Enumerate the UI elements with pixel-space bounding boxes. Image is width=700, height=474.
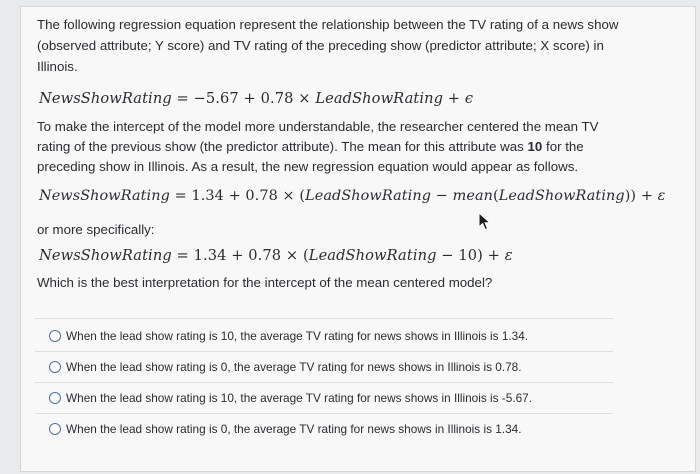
eq2-rhs-var: LeadShowRating (305, 188, 432, 204)
eq2-error-term: ε (657, 188, 666, 204)
answer-option-3[interactable] (35, 385, 613, 413)
answer-option-2[interactable] (35, 354, 613, 382)
eq3-rhs-num: 1.34 + 0.78 × ( (193, 247, 309, 264)
center-line-2-a: rating of the previous show (the predictor attribute). The mean for this attribute was (37, 139, 528, 154)
eq2-minus: − (431, 188, 453, 204)
intro-line-1: The following regression equation represent the relationship between the TV rating of a news show (37, 17, 619, 32)
equation-centered (39, 188, 665, 204)
radio-button[interactable] (49, 361, 61, 373)
eq2-mean-var: LeadShowRating (498, 188, 625, 204)
eq1-lhs: NewsShowRating (39, 90, 172, 107)
answer-option-label: When the lead show rating is 10, the average TV rating for news shows in Illinois is -5.67. (66, 391, 533, 405)
answer-option-label: When the lead show rating is 0, the average TV rating for news shows in Illinois is 1.34. (66, 422, 522, 436)
answer-option-4[interactable] (35, 416, 613, 444)
eq1-rhs-num: −5.67 + 0.78 × (193, 90, 316, 107)
intro-line-3: Illinois. (37, 59, 78, 74)
options-divider (35, 413, 613, 414)
options-divider-top (35, 318, 613, 319)
eq2-lhs: NewsShowRating (39, 188, 170, 204)
answer-option-label: When the lead show rating is 10, the average TV rating for news shows in Illinois is 1.34. (66, 329, 529, 343)
eq2-mean-fn: mean (452, 188, 493, 204)
eq2-rhs-num: 1.34 + 0.78 × ( (191, 188, 306, 204)
eq1-equals: = (171, 90, 194, 107)
eq1-error-term: ϵ (464, 90, 474, 107)
more-specifically-label: or more specifically: (37, 222, 155, 237)
options-divider (35, 351, 613, 352)
radio-button[interactable] (49, 330, 61, 342)
intro-line-2: (observed attribute; Y score) and TV rating of the preceding show (predictor attribute; X score) in (37, 38, 604, 53)
mean-value: 10 (527, 139, 543, 154)
center-line-1: To make the intercept of the model more understandable, the researcher centered the mean TV (37, 119, 599, 134)
center-line-3: preceding show in Illinois. As a result, the new regression equation would appear as follows. (37, 159, 579, 174)
eq2-equals: = (169, 188, 192, 204)
eq2-close: )) (624, 188, 637, 204)
question-card (20, 6, 696, 472)
center-line-2-b: for the (542, 139, 584, 154)
eq2-plus: + (636, 188, 658, 204)
eq3-tail: − 10) + (436, 247, 505, 264)
radio-button[interactable] (49, 423, 61, 435)
eq2-open: ( (493, 188, 499, 204)
center-line-2 (37, 137, 584, 157)
answer-option-label: When the lead show rating is 0, the average TV rating for news shows in Illinois is 0.78. (66, 360, 522, 374)
eq3-rhs-var: LeadShowRating (308, 247, 437, 264)
eq3-lhs: NewsShowRating (39, 247, 172, 264)
answer-option-1[interactable] (35, 323, 613, 351)
radio-button[interactable] (49, 392, 61, 404)
equation-specific (39, 247, 513, 264)
eq1-plus: + (443, 90, 465, 107)
options-divider (35, 382, 613, 383)
eq1-rhs-var: LeadShowRating (315, 90, 444, 107)
eq3-error-term: ε (504, 247, 513, 264)
mouse-pointer-icon (478, 212, 494, 232)
eq3-equals: = (171, 247, 194, 264)
equation-original (39, 90, 473, 107)
question-prompt: Which is the best interpretation for the intercept of the mean centered model? (37, 275, 493, 290)
